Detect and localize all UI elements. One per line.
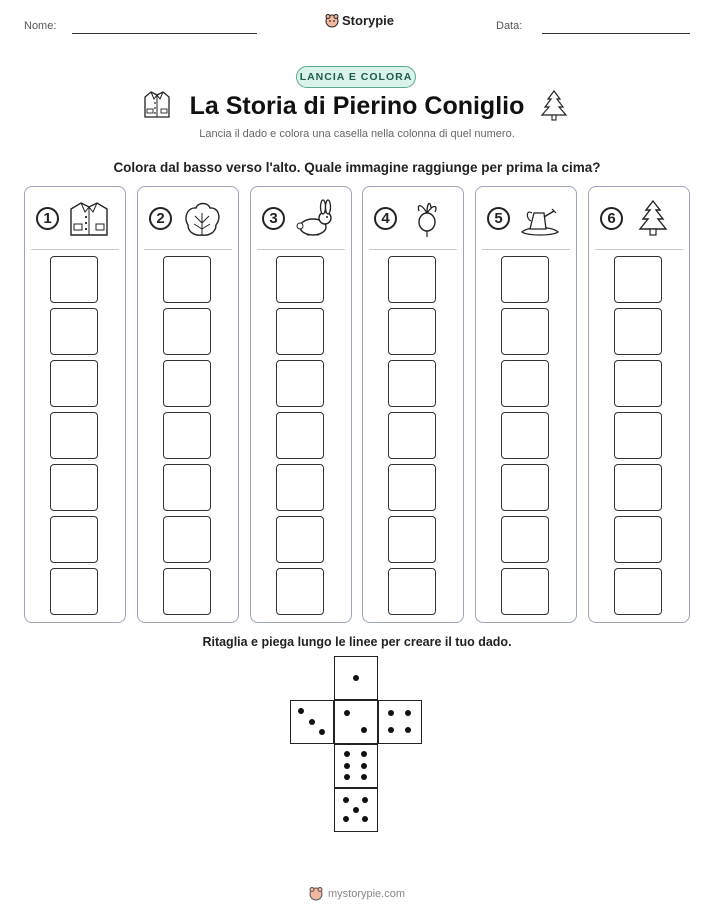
color-box[interactable]: [501, 464, 549, 511]
color-box[interactable]: [501, 516, 549, 563]
dice-pip: [344, 763, 350, 769]
dice-pip: [353, 807, 359, 813]
column-header: [146, 199, 230, 239]
color-box[interactable]: [501, 308, 549, 355]
dice-pip: [361, 763, 367, 769]
dice-pip: [319, 729, 325, 735]
color-box[interactable]: [163, 412, 211, 459]
dice-pip: [361, 751, 367, 757]
color-box[interactable]: [163, 464, 211, 511]
color-box[interactable]: [50, 360, 98, 407]
column-1: [24, 186, 126, 623]
date-label: Data:: [496, 20, 523, 32]
column-3: [250, 186, 352, 623]
pine-tree-icon: [631, 199, 675, 244]
dice-face-1: [334, 656, 378, 700]
color-box[interactable]: [388, 516, 436, 563]
watering-can-icon: [518, 199, 562, 244]
dice-pip: [405, 727, 411, 733]
color-box[interactable]: [276, 568, 324, 615]
radish-icon: [405, 199, 449, 244]
dice-pip: [353, 675, 359, 681]
dice-pip: [344, 751, 350, 757]
pine-tree-icon: [540, 89, 568, 121]
dice-pip: [388, 710, 394, 716]
dice-face-3: [290, 700, 334, 744]
column-header: [33, 199, 117, 239]
brand-name: Storypie: [342, 13, 395, 28]
column-header: [597, 199, 681, 239]
dice-face-5: [334, 788, 378, 832]
column-divider: [595, 249, 683, 250]
storypie-mascot-icon: [325, 14, 339, 28]
column-4: [362, 186, 464, 623]
page-title: La Storia di Pierino Coniglio: [189, 92, 525, 120]
question-text: Colora dal basso verso l'alto. Quale immagine raggiunge per prima la cima?: [113, 160, 601, 175]
dice-face-6: [334, 744, 378, 788]
column-divider: [31, 249, 119, 250]
color-box[interactable]: [388, 412, 436, 459]
color-box[interactable]: [388, 360, 436, 407]
column-2: [137, 186, 239, 623]
color-box[interactable]: [50, 516, 98, 563]
dice-face-4: [378, 700, 422, 744]
column-number: 6: [600, 207, 623, 230]
column-number: 5: [487, 207, 510, 230]
jacket-icon: [67, 199, 111, 244]
dice-pip: [309, 719, 315, 725]
name-label: Nome:: [24, 20, 57, 32]
dice-pip: [362, 816, 368, 822]
page-subtitle: Lancia il dado e colora una casella nella colonna di quel numero.: [199, 128, 515, 140]
color-box[interactable]: [388, 308, 436, 355]
color-box[interactable]: [276, 308, 324, 355]
column-number: 3: [262, 207, 285, 230]
color-box[interactable]: [614, 308, 662, 355]
footer: [0, 887, 714, 901]
dice-pip: [388, 727, 394, 733]
column-number: 2: [149, 207, 172, 230]
column-6: [588, 186, 690, 623]
dice-pip: [361, 774, 367, 780]
color-box[interactable]: [388, 568, 436, 615]
color-box[interactable]: [163, 256, 211, 303]
column-header: [371, 199, 455, 239]
column-number: 1: [36, 207, 59, 230]
color-box[interactable]: [50, 256, 98, 303]
column-5: [475, 186, 577, 623]
color-box[interactable]: [614, 516, 662, 563]
color-box[interactable]: [614, 360, 662, 407]
activity-badge: LANCIA E COLORA: [296, 66, 416, 88]
dice-pip: [344, 710, 350, 716]
color-box[interactable]: [614, 568, 662, 615]
footer-url: mystorypie.com: [327, 888, 406, 900]
color-box[interactable]: [614, 256, 662, 303]
dice-instruction: Ritaglia e piega lungo le linee per creare il tuo dado.: [202, 635, 512, 649]
color-box[interactable]: [501, 568, 549, 615]
column-header: [259, 199, 343, 239]
color-box[interactable]: [276, 360, 324, 407]
column-divider: [482, 249, 570, 250]
column-divider: [144, 249, 232, 250]
dice-pip: [362, 797, 368, 803]
dice-face-2: [334, 700, 378, 744]
color-box[interactable]: [501, 412, 549, 459]
color-box[interactable]: [163, 516, 211, 563]
dice-pip: [343, 816, 349, 822]
color-box[interactable]: [276, 464, 324, 511]
rabbit-icon: [293, 199, 337, 244]
dice-pip: [344, 774, 350, 780]
color-box[interactable]: [163, 360, 211, 407]
color-box[interactable]: [614, 464, 662, 511]
color-box[interactable]: [50, 412, 98, 459]
dice-pip: [405, 710, 411, 716]
color-box[interactable]: [50, 308, 98, 355]
name-line: [72, 33, 257, 34]
color-box[interactable]: [163, 308, 211, 355]
color-box[interactable]: [50, 568, 98, 615]
color-box[interactable]: [276, 256, 324, 303]
color-box[interactable]: [276, 412, 324, 459]
color-box[interactable]: [388, 256, 436, 303]
column-divider: [369, 249, 457, 250]
lettuce-icon: [180, 199, 224, 244]
column-divider: [257, 249, 345, 250]
date-line: [542, 33, 690, 34]
color-box[interactable]: [501, 360, 549, 407]
color-box[interactable]: [614, 412, 662, 459]
dice-pip: [298, 708, 304, 714]
brand-logo: [325, 13, 394, 28]
color-box[interactable]: [501, 256, 549, 303]
column-header: [484, 199, 568, 239]
dice-pip: [361, 727, 367, 733]
column-number: 4: [374, 207, 397, 230]
color-box[interactable]: [388, 464, 436, 511]
storypie-mascot-icon: [309, 887, 323, 901]
color-box[interactable]: [276, 516, 324, 563]
dice-pip: [343, 797, 349, 803]
color-box[interactable]: [50, 464, 98, 511]
color-box[interactable]: [163, 568, 211, 615]
